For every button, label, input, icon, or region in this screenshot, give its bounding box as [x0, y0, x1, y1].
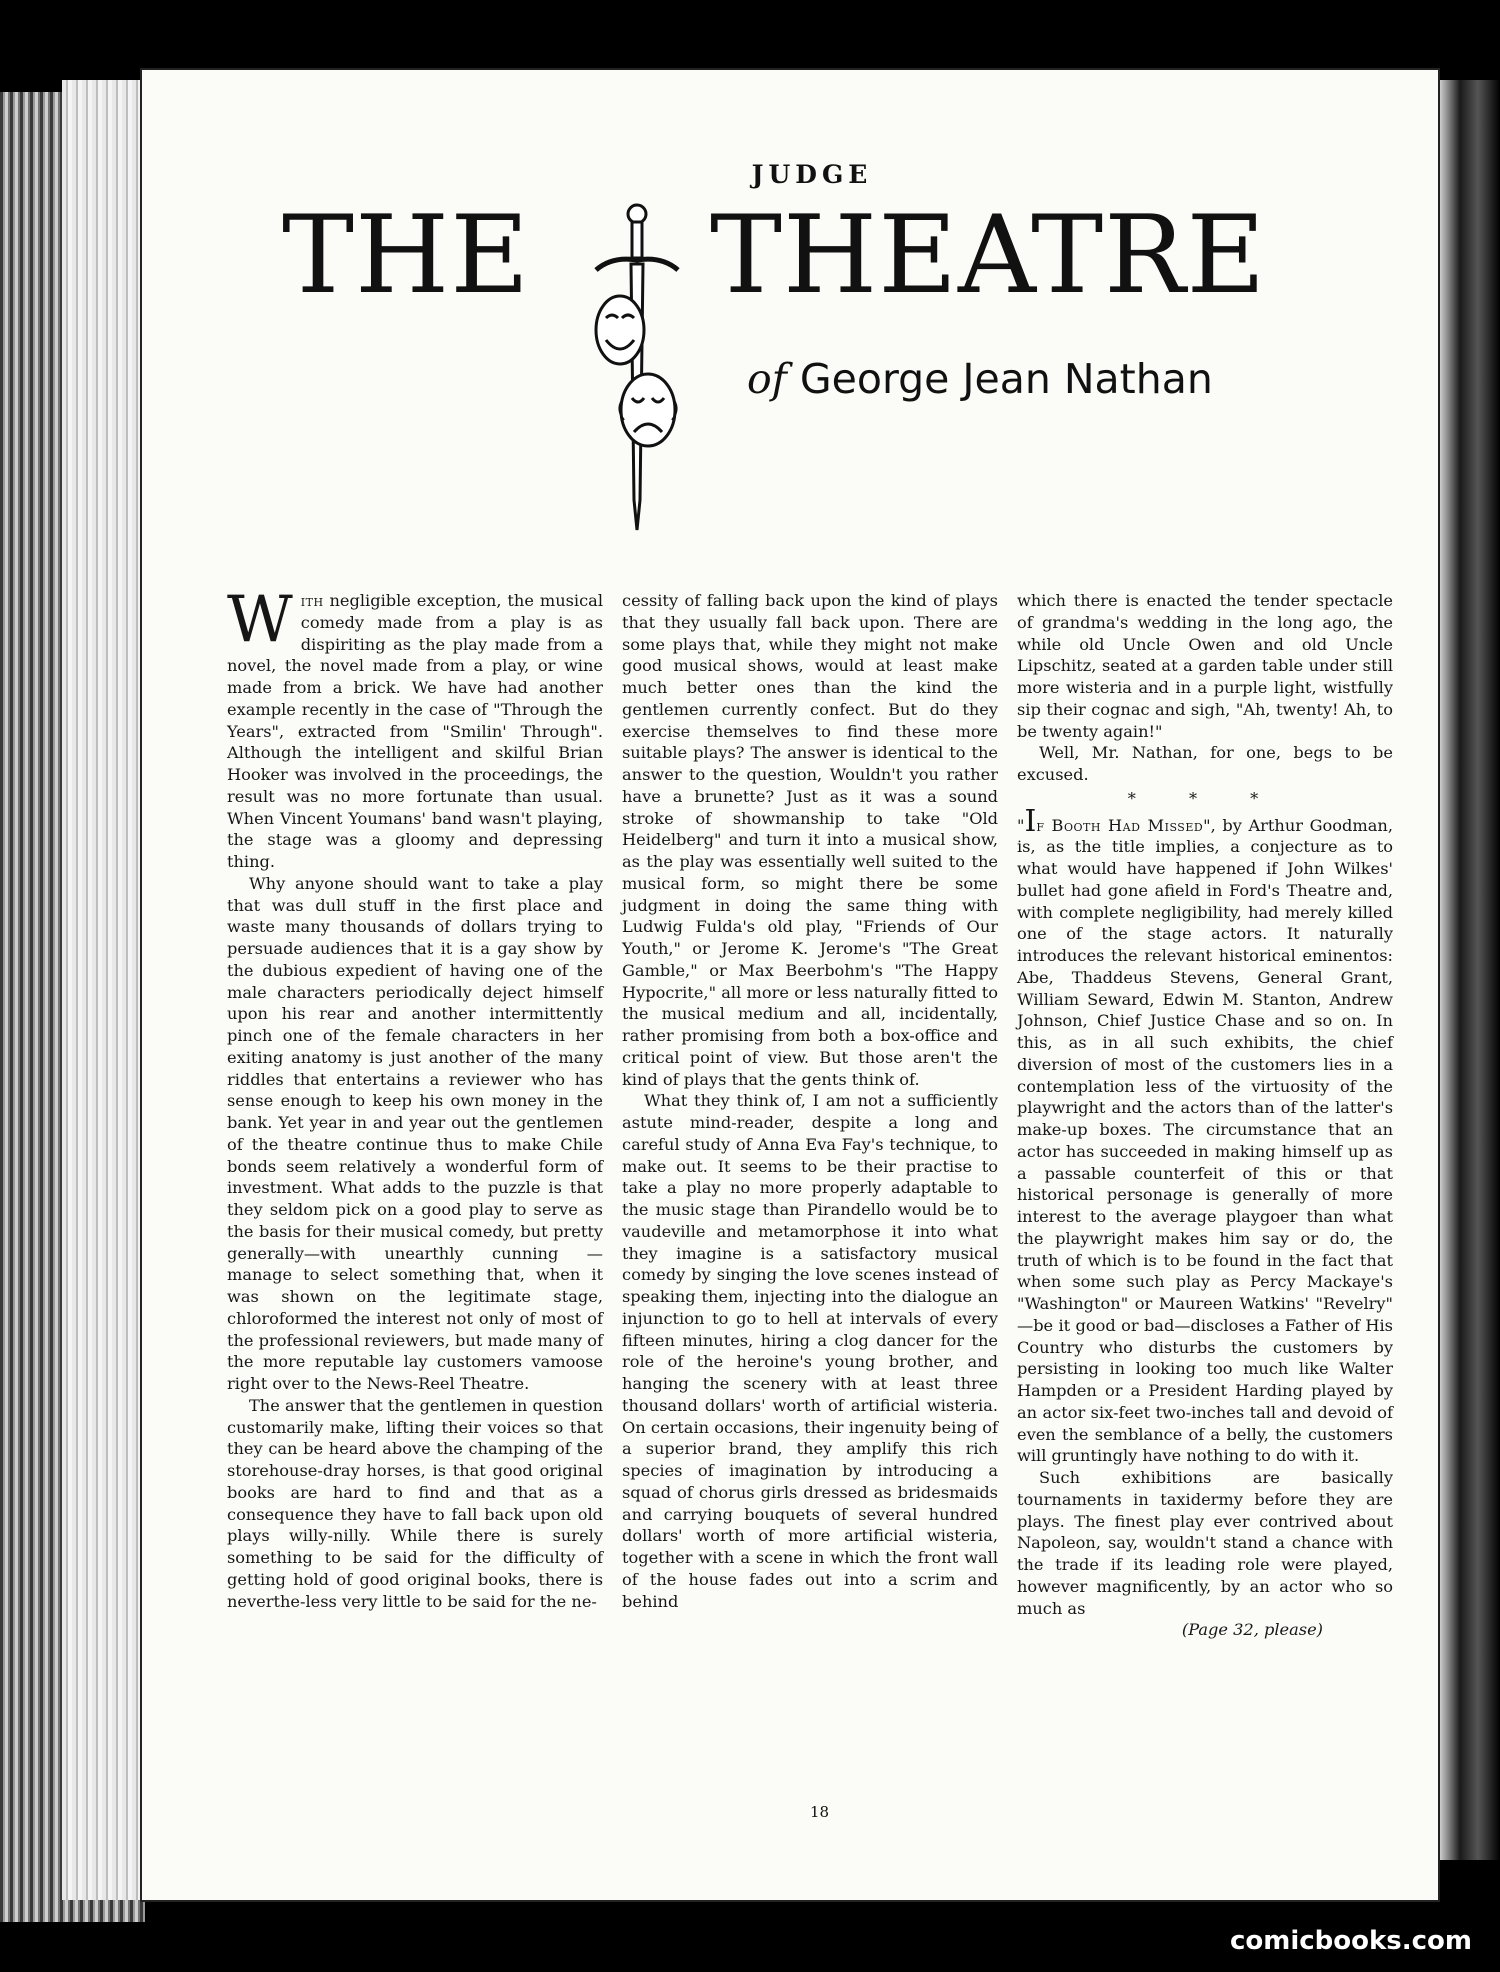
byline-author: George Jean Nathan: [799, 355, 1213, 403]
open-quote: ": [1017, 815, 1025, 835]
stacked-page-edges-light: [62, 80, 144, 1900]
dagger-with-theatre-masks-icon: [582, 200, 692, 570]
watermark: comicbooks.com: [1229, 1926, 1472, 1956]
page-number: 18: [810, 1803, 830, 1821]
text-column-2: [622, 590, 998, 1612]
paragraph: Why anyone should want to take a play that was dull stuff in the first place and waste many thousands of dollars trying to persuade audiences that it is a gay show by the dubious expedient of having one of the male characters periodically deject himself upon his rear and another intermittently pinch one of the female characters in her exiting anatomy is just another of the many riddles that entertains a reviewer who has sense enough to keep his own money in the bank. Yet year in and year out the gentlemen of the theatre continue thus to make Chile bonds seem relatively a wonderful form of investment. What adds to the puzzle is that they seldom pick on a good play to serve as the basis for their musical comedy, but pretty generally—with unearthly cunning — manage to select something that, when it was shown on the legitimate stage, chloroformed the interest not only of most of the professional reviewers, but made many of the more reputable lay customers vamoose right over to the News-Reel Theatre.: [227, 873, 603, 1393]
byline-of: of: [747, 355, 787, 403]
facing-page-edge: [1438, 80, 1500, 1860]
paragraph-text: ", by Arthur Goodman, is, as the title implies, a conjecture as to what would have happened if John Wilkes' bullet had gone afield in Ford's Theatre and, with complete negligibility, had merely killed one of the stage actors. It naturally introduces the relevant historical eminentos: Abe, Thaddeus Stevens, General Grant, William Seward, Edwin M. Stanton, Andrew Johnson, Chief Justice Chase and so on. In this, as in all such exhibits, the chief diversion of most of the customers lies in a contemplation less of the virtuosity of the playwright and the actors than of the latter's make-up boxes. The circumstance that an actor has succeeded in making himself up as a passable counterfeit of this or that historical personage is generally of more interest to the average playgoer than what the playwright makes him say or do, the truth of which is to be found in the fact that when some such play as Percy Mackaye's "Washington" or Maureen Watkins' "Revelry" —be it good or bad—discloses a Father of His Country who disturbs the customers by persisting in looking too much like Walter Hampden or a President Harding played by an actor six-feet two-inches tall and devoid of even the semblance of a belly, the customers will gruntingly have nothing to do with it.: [1017, 815, 1393, 1466]
initial-cap: I: [1024, 803, 1037, 839]
paragraph: which there is enacted the tender spectacle of grandma's wedding in the long ago, the while old Uncle Owen and old Uncle Lipschitz, seated at a garden table under still more wisteria and in a purple light, wistfully sip their cognac and sigh, "Ah, twenty! Ah, to be twenty again!": [1017, 591, 1393, 741]
text-column-3: [1017, 590, 1393, 1641]
continued-note: (Page 32, please): [1181, 1620, 1323, 1640]
magazine-page: [142, 70, 1438, 1900]
title-word-the: THE: [282, 193, 531, 318]
paragraph: [227, 583, 603, 873]
magazine-name: JUDGE: [751, 160, 873, 189]
byline: [747, 355, 1213, 403]
paragraph-text: negligible exception, the musical comedy made from a play is as dispiriting as the play made from a novel, the novel made from a play, or wine made from a brick. We have had another example recently in the case of "Through the Years", extracted from "Smilin' Through". Although the intelligent and skilful Brian Hooker was involved in the proceedings, the result was no more fortunate than usual. When Vincent Youmans' band wasn't playing, the stage was a gloomy and depressing thing.: [227, 591, 603, 871]
drop-cap: W: [227, 583, 293, 657]
paragraph: [1017, 803, 1393, 1468]
section-divider: * * *: [1127, 788, 1283, 808]
paragraph: Well, Mr. Nathan, for one, begs to be excused.: [1017, 743, 1393, 784]
paragraph: What they think of, I am not a sufficiently astute mind-reader, despite a long and careful study of Anna Eva Fay's technique, to make out. It seems to be their practise to take a play no more properly adaptable to the music stage than Pirandello would be to vaudeville and metamorphose it into what they imagine is a satisfactory musical comedy by singing the love scenes instead of speaking them, injecting into the dialogue an injunction to go to hell at intervals of every fifteen minutes, hiring a clog dancer for the role of the heroine's young brother, and hanging the scenery with at least three thousand dollars' worth of artificial wisteria. On certain occasions, their ingenuity being of a superior brand, they amplify this rich species of imagination by introducing a squad of chorus girls dressed as bridesmaids and carrying bouquets of several hundred dollars' worth of more artificial wisteria, together with a scene in which the front wall of the house fades out into a scrim and behind: [622, 1091, 998, 1611]
title-word-theatre: THEATRE: [710, 193, 1267, 318]
paragraph: cessity of falling back upon the kind of plays that they usually fall back upon. There are some plays that, while they might not make good musical shows, would at least make much better ones than the kind the gentlemen currently confect. But do they exercise themselves to find these more suitable plays? The answer is identical to the answer to the question, Wouldn't you rather have a brunette? Just as it was a sound stroke of showmanship to take "Old Heidelberg" and turn it into a musical show, as the play was essentially well suited to the musical form, so might there be some judgment in doing the same thing with Ludwig Fulda's old play, "Friends of Our Youth," or Jerome K. Jerome's "The Great Gamble," or Max Beerbohm's "The Happy Hypocrite," all more or less naturally fitted to the musical medium and all, incidentally, rather promising from both a box-office and critical point of view. But those aren't the kind of plays that the gents think of.: [622, 591, 998, 1089]
paragraph: The answer that the gentlemen in question customarily make, lifting their voices so that they can be heard above the champing of the storehouse-dray horses, is that good original books are hard to find and that as a consequence they have to fall back upon old plays willy-nilly. While there is surely something to be said for the difficulty of getting hold of good original books, there is neverthe-less very little to be said for the ne-: [227, 1395, 603, 1611]
play-title-smallcaps: f Booth Had Missed: [1036, 815, 1204, 835]
lead-in-smallcaps: ith: [300, 591, 324, 610]
text-column-1: [227, 583, 603, 1612]
paragraph: Such exhibitions are basically tournaments in taxidermy before they are plays. The finest play ever contrived about Napoleon, say, wouldn't stand a chance with the trade if its leading role were played, however magnificently, by an actor who so much as: [1017, 1468, 1393, 1618]
